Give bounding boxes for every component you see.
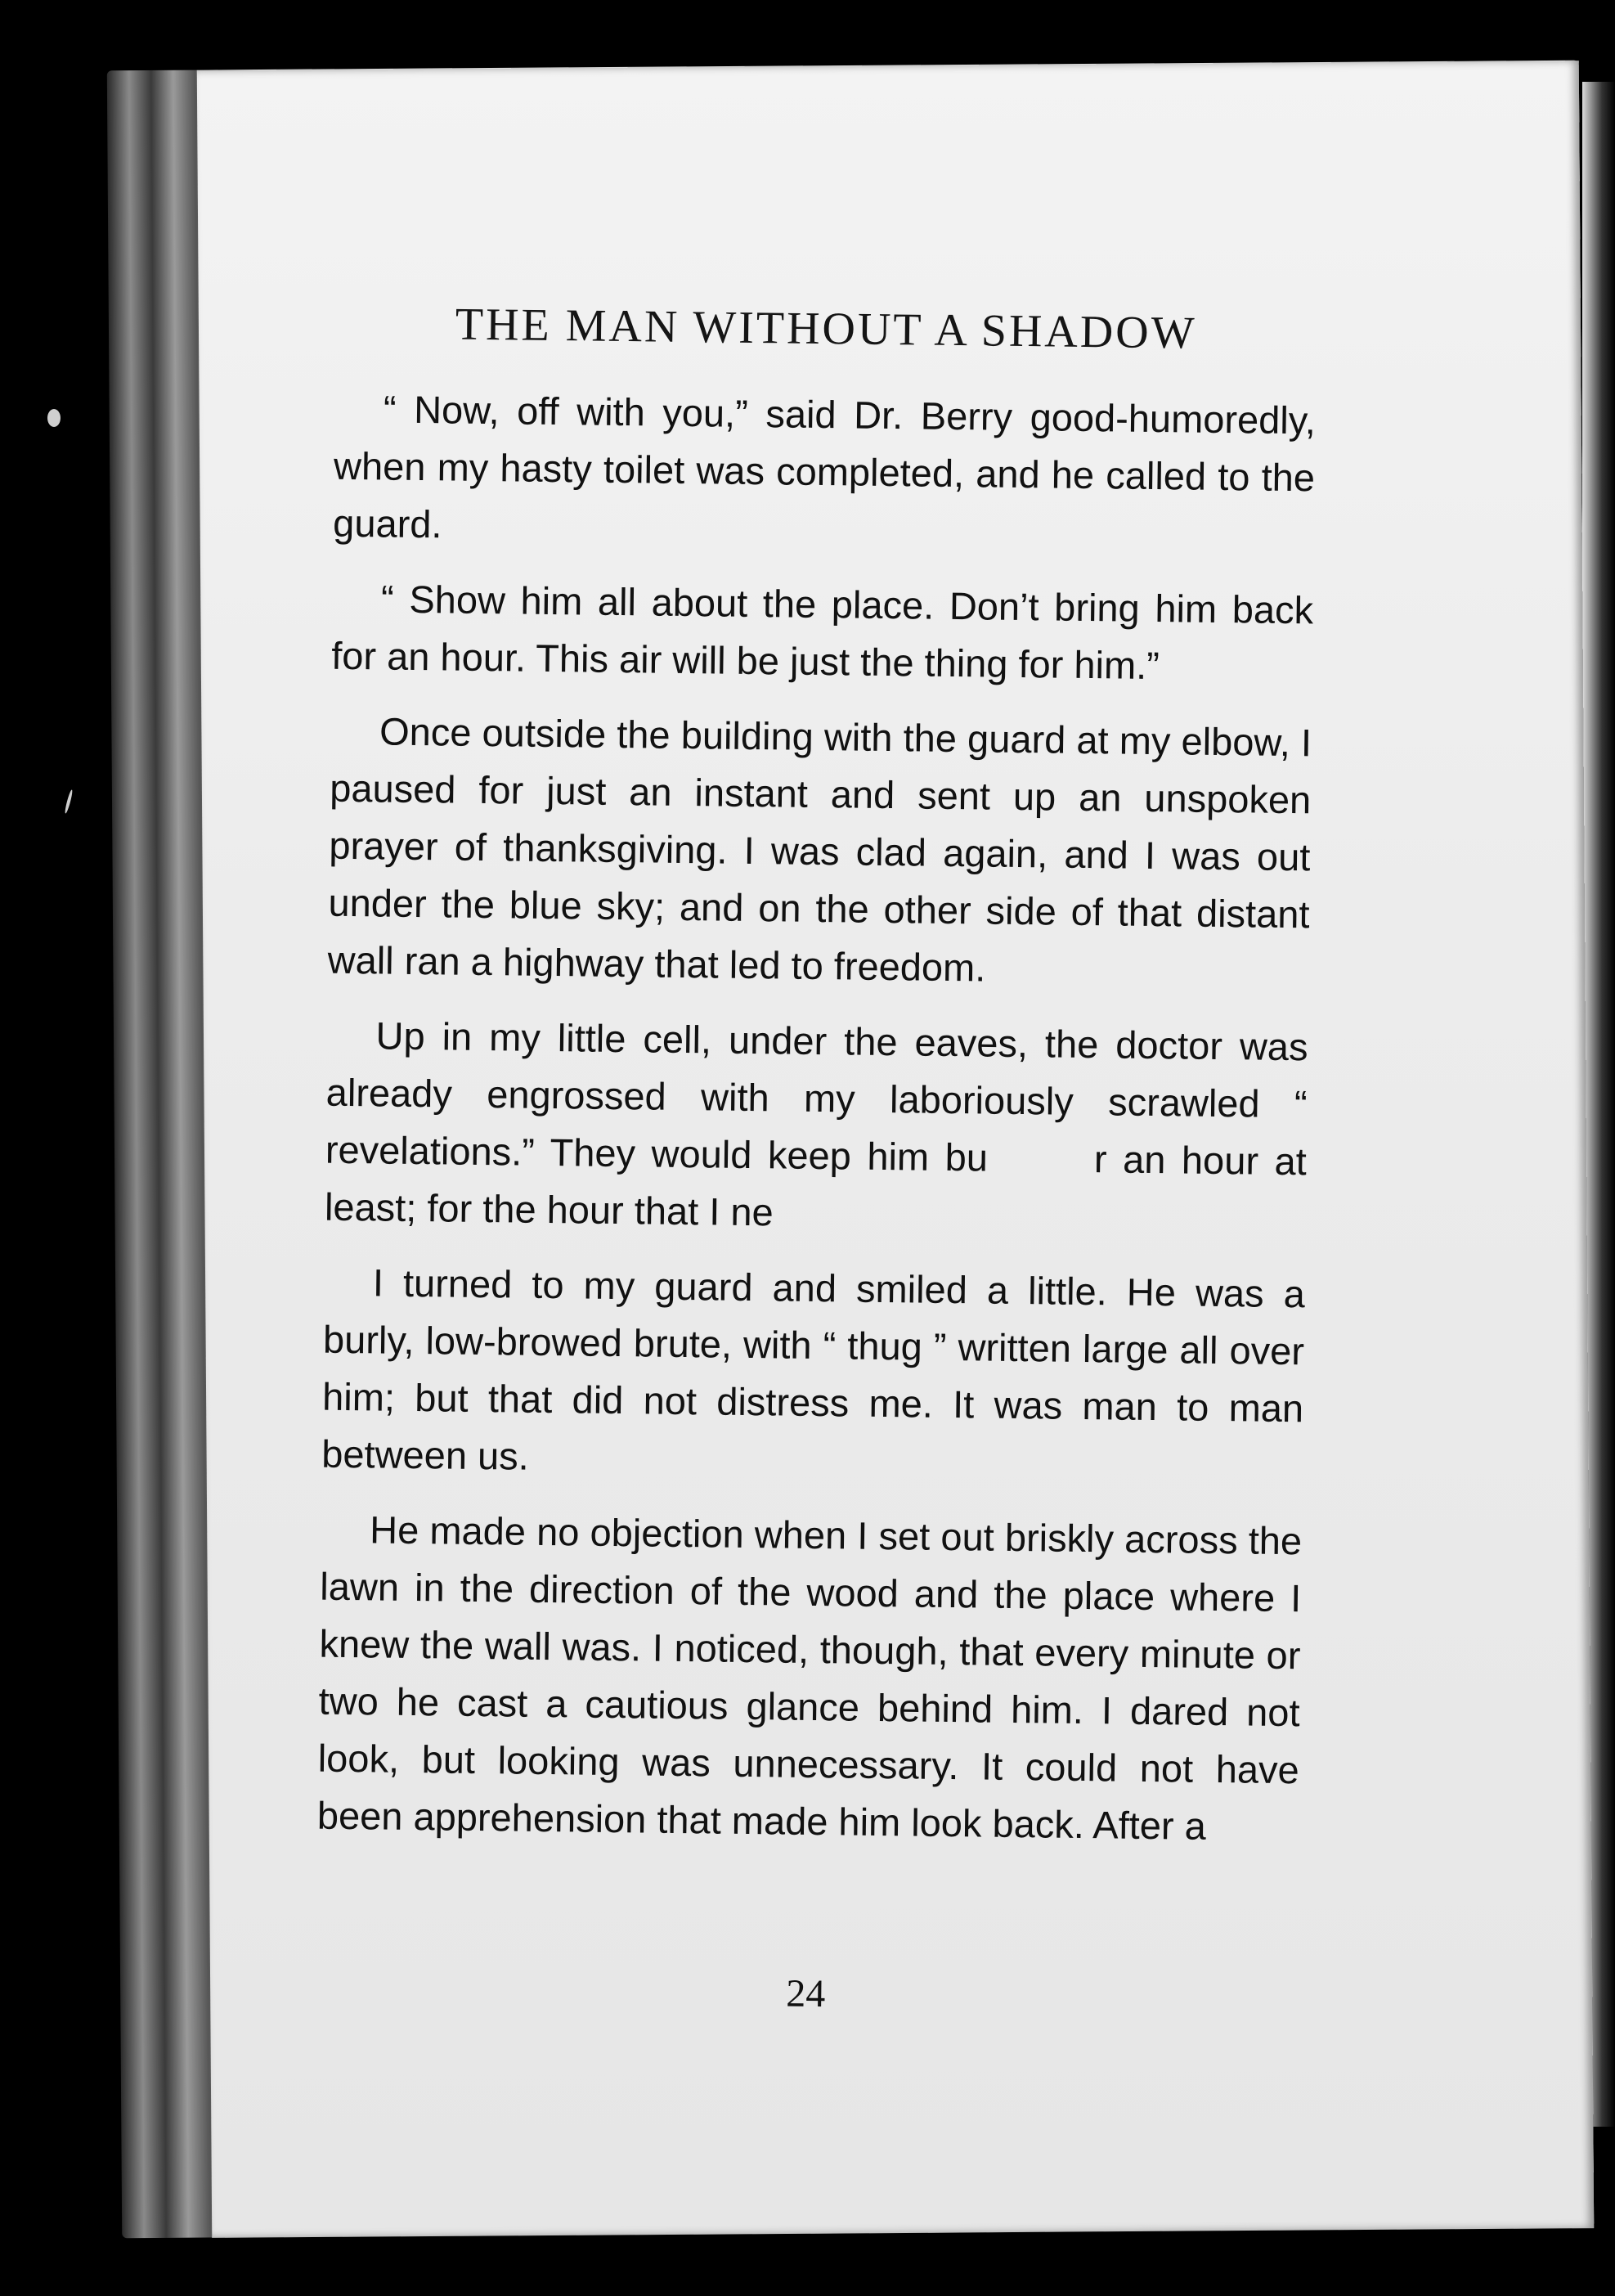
damaged-text-part-3: ne (730, 1189, 774, 1234)
scan-speck (47, 409, 61, 427)
paragraph-1: “ Now, off with you,” said Dr. Berry good-humoredly, when my hasty toilet was completed, and he called to the guard. (332, 387, 1317, 546)
book-page (197, 61, 1594, 2238)
damaged-text-part-2: r an hour at least; for the hour that I (324, 1137, 1308, 1233)
body-text (316, 380, 1316, 1875)
damaged-text-part-1: Up in my little cell, under the eaves, the doctor was already engrossed with my laboriously scrawled “ revelations.” They would keep him bu (325, 1013, 1308, 1179)
paragraph-6: He made no objection when I set out briskly across the lawn in the direction of the wood and the place where I knew the wall was. I noticed, though, that every minute or two he cast a cautious glance behind him. I dared not look, but looking was unnecessary. It could not have been apprehension that made him look back. After a (316, 1507, 1303, 1848)
paragraph-5: I turned to my guard and smiled a little. He was a burly, low-browed brute, with “ thug ” written large all over him; but that did not distress me. It was man to man between us. (321, 1260, 1306, 1478)
page-number: 24 (786, 1971, 826, 2016)
paragraph-2: “ Show him all about the place. Don’t bring him back for an hour. This air will be just the thing for him.” (330, 577, 1314, 688)
page-text-block (314, 209, 1318, 2118)
paragraph-4-damaged (325, 1007, 1308, 1248)
scan-speck (64, 789, 74, 814)
running-head: THE MAN WITHOUT A SHADOW (455, 299, 1197, 359)
paragraph-3: Once outside the building with the guard at my elbow, I paused for just an instant and sent up an unspoken prayer of thanksgiving. I was clad again, and I was out under the blue sky; and on the other side of that distant wall ran a highway that led to freedom. (327, 709, 1312, 990)
